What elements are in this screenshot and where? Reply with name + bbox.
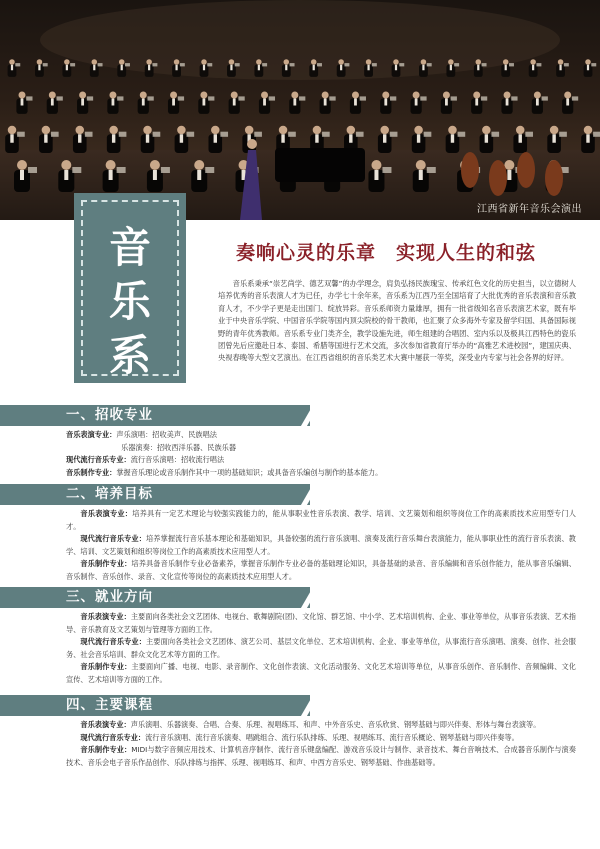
career-paragraph-production: [66, 661, 576, 686]
section-heading-career: 三、就业方向: [0, 587, 310, 608]
recruit-row-instrument: [66, 442, 576, 455]
musician-silhouette: [229, 92, 245, 114]
department-char-1: 音: [108, 223, 151, 272]
recruit-row-production: [66, 467, 576, 480]
courses-label-performance: 音乐表演专业：: [80, 720, 131, 729]
musician-silhouette: [581, 126, 600, 153]
section-body-recruit: [66, 429, 576, 479]
goals-paragraph-pop: [66, 533, 576, 558]
courses-paragraph-performance: [66, 719, 576, 732]
recruit-text-production: 掌握音乐理论或音乐制作其中一项的基础知识；或具备音乐编创与制作的基本能力。: [116, 467, 383, 477]
career-text-pop: 主要面向各类社会文艺团体、演艺公司、基层文化单位、艺术培训机构、企业、事业等单位，从事流行音乐演唱、演奏、创作、社会服务、社会音乐培训、群众文化艺术等方面的工作。: [66, 637, 576, 659]
career-paragraph-pop: [66, 636, 576, 661]
musician-silhouette: [562, 92, 578, 114]
musician-silhouette: [208, 126, 228, 153]
goals-paragraph-production: [66, 558, 576, 583]
courses-text-production: MIDI与数字音频应用技术、计算机音序制作、流行音乐键盘编配、游戏音乐设计与制作、录音技术、舞台音响技术、合成器音乐制作与演奏技术、音乐会电子音乐作品创作、乐队排练与指挥、乐理、视唱练耳、和声、中西方音乐史、钢琴基础、作曲基础等。: [66, 745, 576, 767]
musician-silhouette: [16, 92, 32, 114]
musician-silhouette: [480, 126, 500, 153]
goals-text-pop: 培养掌握流行音乐基本理论和基础知识，具备较强的流行音乐演唱、演奏及流行音乐舞台表演能力，能从事职业性的流行音乐表演、教学、培训、文艺策划和组织等岗位工作的高素质技术应用型人才。: [66, 534, 576, 556]
musician-silhouette: [412, 126, 432, 153]
musician-silhouette: [39, 126, 59, 153]
musician-silhouette: [103, 160, 126, 192]
musician-silhouette: [168, 92, 184, 114]
orchestra-illustration: [0, 0, 600, 220]
department-char-2: 乐: [108, 277, 151, 326]
recruit-text-instrument: 乐器演奏：招收西洋乐器、民族乐器: [121, 442, 237, 452]
musician-silhouette: [138, 92, 154, 114]
musician-silhouette: [35, 59, 48, 77]
department-char-3: 系: [108, 331, 151, 380]
musician-silhouette: [584, 59, 597, 77]
musician-silhouette: [147, 160, 170, 192]
musician-silhouette: [556, 59, 569, 77]
musician-silhouette: [368, 160, 391, 192]
musician-silhouette: [58, 160, 81, 192]
courses-paragraph-production: [66, 744, 576, 769]
goals-paragraph-performance: [66, 508, 576, 533]
department-title-box: [74, 193, 186, 383]
musician-silhouette: [107, 126, 127, 153]
musician-silhouette: [513, 126, 533, 153]
slogan-heading: 奏响心灵的乐章 实现人生的和弦: [236, 242, 537, 264]
section-body-career: [66, 611, 576, 687]
courses-text-performance: 声乐演唱、乐器演奏、合唱、合奏、乐理、视唱练耳、和声、中外音乐史、音乐欣赏、钢琴基础与即兴伴奏、形体与舞台表演等。: [130, 720, 541, 729]
goals-text-production: 培养具备音乐制作专业必备素养，掌握音乐制作专业必备的基础理论知识，具备基础的录音、音乐编辑和音乐创作能力，能从事音乐编辑、音乐制作、音乐创作、录音、文化宣传等岗位的高素质技术应用型人才。: [66, 559, 576, 581]
section-heading-recruit: 一、招收专业: [0, 405, 310, 426]
career-label-pop: 现代流行音乐专业：: [80, 637, 146, 647]
musician-silhouette: [501, 92, 517, 114]
musician-silhouette: [14, 160, 37, 192]
musician-silhouette: [441, 92, 457, 114]
cello: [545, 160, 563, 196]
musician-silhouette: [446, 126, 466, 153]
section-heading-courses: 四、主要课程: [0, 695, 310, 716]
photo-caption: 江西省新年音乐会演出: [477, 204, 582, 215]
musician-silhouette: [77, 92, 93, 114]
musician-silhouette: [8, 59, 21, 77]
musician-silhouette: [380, 92, 396, 114]
courses-label-pop: 现代流行音乐专业：: [80, 732, 146, 742]
musician-silhouette: [191, 160, 214, 192]
musician-silhouette: [378, 126, 398, 153]
courses-text-pop: 流行音乐演唱、流行音乐演奏、唱跳组合、流行乐队排练、乐理、视唱练耳、流行音乐概论、钢琴基础与即兴伴奏等。: [145, 732, 519, 742]
musician-silhouette: [547, 126, 567, 153]
cello: [517, 152, 535, 188]
cello: [461, 152, 479, 188]
musician-silhouette: [73, 126, 93, 153]
musician-silhouette: [62, 59, 75, 77]
recruit-label-pop: 现代流行音乐专业：: [66, 455, 131, 465]
section-body-courses: [66, 719, 576, 769]
goals-text-performance: 培养具有一定艺术理论与较强实践能力的，能从事职业性音乐表演、教学、培训、文艺策划和组织等岗位工作的高素质技术应用型专门人才。: [66, 509, 576, 531]
musician-silhouette: [532, 92, 548, 114]
goals-label-performance: 音乐表演专业：: [80, 509, 133, 518]
career-paragraph-performance: [66, 611, 576, 636]
musician-silhouette: [107, 92, 123, 114]
piano: [275, 148, 365, 182]
section-heading-goals: 二、培养目标: [0, 484, 310, 505]
cello: [489, 160, 507, 196]
musician-silhouette: [198, 92, 214, 114]
career-text-performance: 主要面向各类社会文艺团体、电视台、歌舞剧院(团)、文化馆、群艺馆、中小学、艺术培训机构、企业、事业等单位，从事音乐表演、艺术指导、音乐教育及文艺策划与管理等方面的工作。: [66, 612, 576, 634]
musician-silhouette: [141, 126, 161, 153]
musician-silhouette: [175, 126, 195, 153]
musician-silhouette: [350, 92, 366, 114]
recruit-row-pop: [66, 454, 576, 467]
recruit-row-performance: [66, 429, 576, 442]
goals-label-production: 音乐制作专业：: [80, 559, 132, 569]
recruit-text-pop: 流行音乐演唱：招收流行唱法: [130, 455, 225, 465]
courses-paragraph-pop: [66, 732, 576, 745]
recruit-label-performance: 音乐表演专业：: [66, 430, 117, 439]
career-label-production: 音乐制作专业：: [80, 662, 132, 672]
musician-silhouette: [289, 92, 305, 114]
musician-silhouette: [529, 59, 542, 77]
musician-silhouette: [47, 92, 63, 114]
courses-label-production: 音乐制作专业：: [80, 745, 132, 755]
musician-silhouette: [413, 160, 436, 192]
career-text-production: 主要面向广播、电视、电影、录音制作、文化创作表演、文化活动服务、文化艺术培训等单位，从事音乐创作、音乐制作、音频编辑、文化宣传、艺术培训等方面的工作。: [66, 662, 576, 684]
musician-silhouette: [411, 92, 427, 114]
singer-head: [247, 139, 257, 149]
career-label-performance: 音乐表演专业：: [80, 612, 131, 621]
hero-photo: [0, 0, 600, 220]
intro-paragraph: 音乐系秉承“崇艺尚学、德艺双馨”的办学理念，肩负弘扬民族瑰宝、传承红色文化的历史担当，以立德树人培养优秀的音乐表演人才为已任，办学七十余年来，音乐系为江西乃至全国培育了大批优秀的音乐表演和音乐教育人才，不少学子更是走出国门、绽放异彩。音乐系师资力量雄厚，拥有一批省级知名音乐表演艺术家，既有毕业于中央音乐学院、中国音乐学院等国内顶尖院校的骨干教师，也汇聚了众多海外专家及留学归国、具备国际视野的青年优秀教师。音乐系专业门类齐全，教学设施先进，师生组建的合唱团、室内乐以及极具江西特色的瓷乐团曾先后应邀赴日本、泰国、希腊等国进行艺术交流，多次参加省教育厅举办的“高雅艺术进校园”，建国庆典、央视春晚等大型文艺演出。在江西省组织的音乐类艺术大赛中屡获一等奖，深受业内专家与社会各界的好评。: [218, 279, 576, 363]
recruit-label-production: 音乐制作专业：: [66, 467, 117, 477]
recruit-text-vocal: 声乐演唱：招收美声、民族唱法: [116, 430, 217, 439]
musician-silhouette: [320, 92, 336, 114]
goals-label-pop: 现代流行音乐专业：: [80, 534, 146, 544]
musician-silhouette: [5, 126, 25, 153]
section-body-goals: [66, 508, 576, 584]
musician-silhouette: [471, 92, 487, 114]
musician-silhouette: [259, 92, 275, 114]
